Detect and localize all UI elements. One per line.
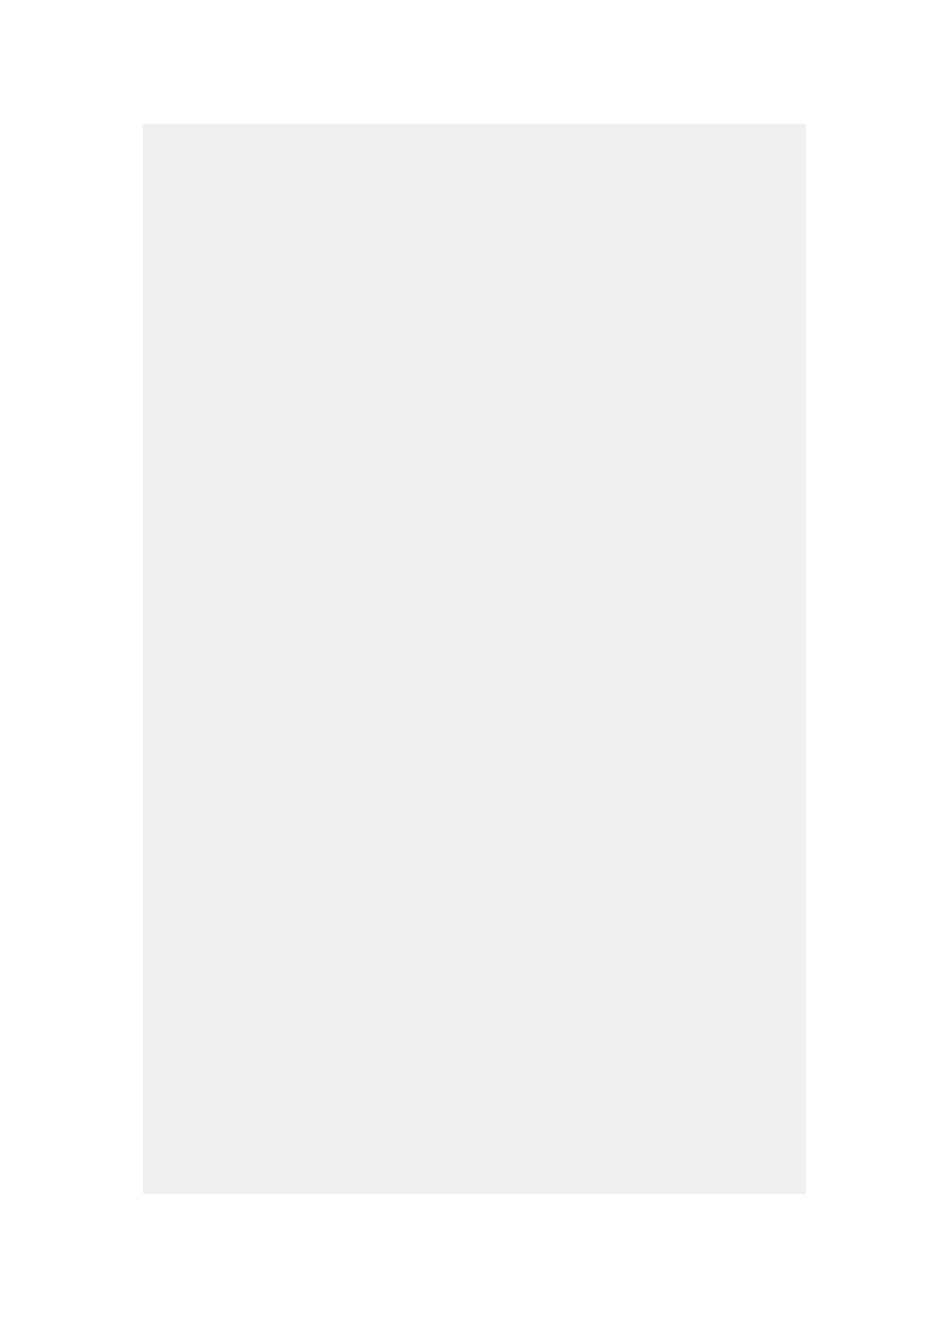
section-heading [143,126,806,151]
exam-page [143,124,806,1194]
instructions-line [143,151,806,176]
instructions-line [143,176,806,201]
